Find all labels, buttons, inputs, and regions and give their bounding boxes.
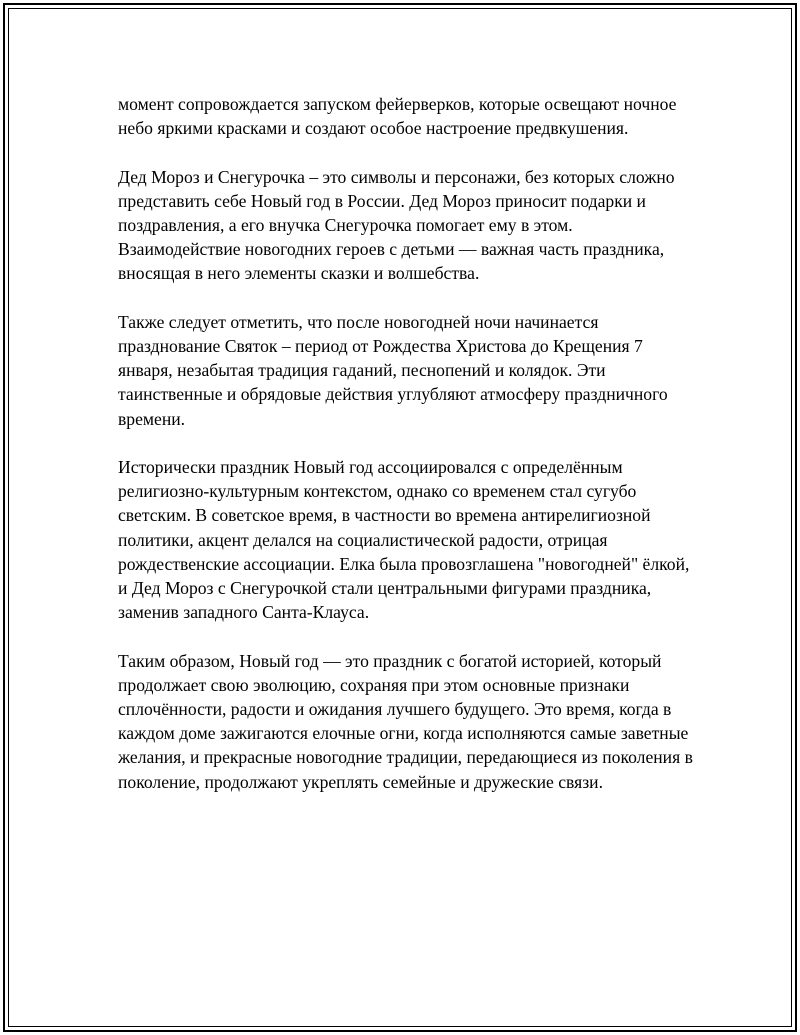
paragraph: момент сопровождается запуском фейерверков, которые освещают ночное небо яркими красками и создают особое настроение предвкушения. xyxy=(118,94,677,139)
paragraph: Таким образом, Новый год — это праздник с богатой историей, который продолжает свою эволюцию, сохраняя при этом основные признаки сплочённости, радости и ожидания лучшего будущего. Это время, когда в каждом доме зажигаются елочные огни, когда исполняются самые заветные желания, и прекрасные новогодние традиции, передающиеся из поколения в поколение, продолжают укреплять семейные и дружеские связи. xyxy=(118,650,693,792)
paragraph: Также следует отметить, что после новогодней ночи начинается празднование Святок – период от Рождества Христова до Крещения 7 января, незабытая традиция гаданий, песнопений и колядок. Эти таинственные и обрядовые действия углубляют атмосферу праздничного времени. xyxy=(118,311,668,429)
document-body xyxy=(118,92,693,818)
paragraph: Исторически праздник Новый год ассоциировался с определённым религиозно-культурным контекстом, однако со временем стал сугубо светским. В советское время, в частности во времена антирелигиозной политики, акцент делался на социалистической радости, отрицая рождественские ассоциации. Елка была провозглашена "новогодней" ёлкой, и Дед Мороз с Снегурочкой стали центральными фигурами праздника, заменив западного Санта-Клауса. xyxy=(118,457,690,623)
paragraph: Дед Мороз и Снегурочка – это символы и персонажи, без которых сложно представить себе Новый год в России. Дед Мороз приносит подарки и поздравления, а его внучка Снегурочка помогает ему в этом. Взаимодействие новогодних героев с детьми — важная часть праздника, вносящая в него элементы сказки и волшебства. xyxy=(118,166,675,284)
